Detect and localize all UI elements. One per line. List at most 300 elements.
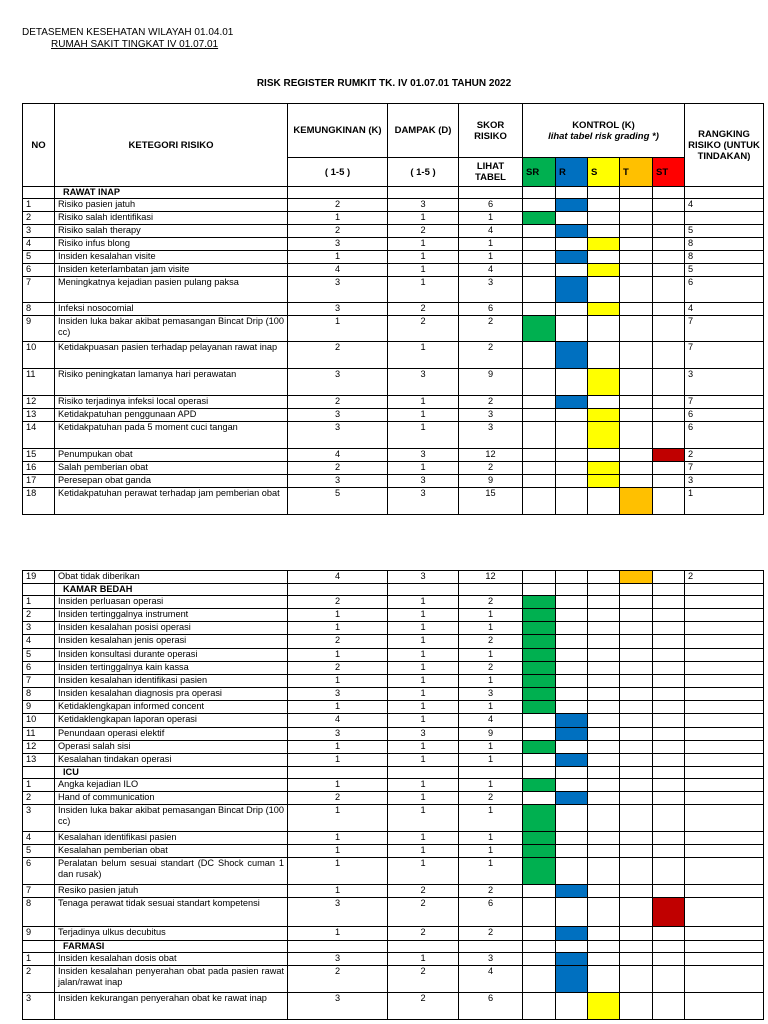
section-row	[23, 941, 764, 953]
empty-cell	[556, 767, 588, 779]
risk-category: Operasi salah sisi	[55, 741, 288, 754]
dampak-value: 1	[388, 342, 459, 369]
risk-no: 8	[23, 898, 55, 927]
skor-value: 1	[459, 675, 523, 688]
risk-no: 4	[23, 238, 55, 251]
rank-value	[685, 701, 764, 714]
grade-cell-r	[556, 993, 588, 1020]
kemungkinan-range: ( 1-5 )	[288, 158, 388, 187]
risk-no: 6	[23, 264, 55, 277]
empty-cell	[556, 584, 588, 596]
risk-no: 19	[23, 571, 55, 584]
section-title: ICU	[55, 767, 288, 779]
grade-cell-st	[653, 832, 685, 845]
grade-cell-t	[620, 728, 653, 741]
grade-cell-s	[588, 885, 620, 898]
grade-cell-r	[556, 609, 588, 622]
skor-value: 1	[459, 741, 523, 754]
risk-row	[23, 225, 764, 238]
grade-cell-t	[620, 832, 653, 845]
skor-value: 4	[459, 966, 523, 993]
grade-cell-s	[588, 212, 620, 225]
risk-no: 3	[23, 622, 55, 635]
rank-value: 8	[685, 238, 764, 251]
grade-cell-t	[620, 927, 653, 941]
grade-cell-r	[556, 779, 588, 792]
grade-cell-sr	[523, 475, 556, 488]
rank-value	[685, 714, 764, 728]
skor-value: 2	[459, 596, 523, 609]
skor-value: 4	[459, 225, 523, 238]
grade-cell-sr	[523, 779, 556, 792]
risk-register-table-2	[22, 570, 764, 1020]
grade-cell-s	[588, 792, 620, 805]
skor-value: 2	[459, 885, 523, 898]
grade-cell-s	[588, 264, 620, 277]
risk-category: Angka kejadian ILO	[55, 779, 288, 792]
section-title: FARMASI	[55, 941, 288, 953]
kemungkinan-value: 4	[288, 714, 388, 728]
grade-cell-r	[556, 462, 588, 475]
risk-no: 2	[23, 792, 55, 805]
risk-row	[23, 264, 764, 277]
grade-cell-r	[556, 449, 588, 462]
risk-category: Hand of communication	[55, 792, 288, 805]
rank-value	[685, 858, 764, 885]
risk-category: Insiden tertinggalnya kain kassa	[55, 662, 288, 675]
rank-value: 3	[685, 475, 764, 488]
grade-cell-s	[588, 927, 620, 941]
empty-cell	[23, 941, 55, 953]
risk-row	[23, 792, 764, 805]
grade-cell-t	[620, 741, 653, 754]
risk-no: 1	[23, 953, 55, 966]
grade-cell-t	[620, 714, 653, 728]
kemungkinan-value: 1	[288, 805, 388, 832]
risk-row	[23, 316, 764, 342]
dampak-value: 1	[388, 805, 459, 832]
kemungkinan-value: 3	[288, 688, 388, 701]
grade-cell-s	[588, 225, 620, 238]
grade-cell-st	[653, 369, 685, 396]
dampak-value: 1	[388, 754, 459, 767]
grade-cell-st	[653, 845, 685, 858]
dampak-value: 1	[388, 858, 459, 885]
rank-value	[685, 662, 764, 675]
risk-row	[23, 649, 764, 662]
dampak-value: 1	[388, 845, 459, 858]
risk-category: Ketidakpuasan pasien terhadap pelayanan rawat inap	[55, 342, 288, 369]
risk-category: Terjadinya ulkus decubitus	[55, 927, 288, 941]
dampak-value: 1	[388, 409, 459, 422]
dampak-value: 3	[388, 199, 459, 212]
grade-cell-sr	[523, 449, 556, 462]
kemungkinan-value: 2	[288, 662, 388, 675]
empty-cell	[388, 941, 459, 953]
kemungkinan-value: 3	[288, 422, 388, 449]
risk-no: 15	[23, 449, 55, 462]
risk-no: 1	[23, 199, 55, 212]
risk-no: 16	[23, 462, 55, 475]
skor-value: 9	[459, 369, 523, 396]
document-title: RISK REGISTER RUMKIT TK. IV 01.07.01 TAHUN 2022	[256, 78, 512, 89]
grade-cell-r	[556, 701, 588, 714]
empty-cell	[523, 584, 556, 596]
grade-cell-t	[620, 571, 653, 584]
kemungkinan-value: 3	[288, 409, 388, 422]
kemungkinan-value: 1	[288, 754, 388, 767]
dampak-value: 1	[388, 649, 459, 662]
dampak-value: 1	[388, 675, 459, 688]
risk-no: 5	[23, 845, 55, 858]
risk-category: Insiden tertinggalnya instrument	[55, 609, 288, 622]
skor-value: 6	[459, 993, 523, 1020]
risk-row	[23, 728, 764, 741]
empty-cell	[459, 767, 523, 779]
kemungkinan-value: 1	[288, 927, 388, 941]
grade-cell-st	[653, 622, 685, 635]
grade-cell-s	[588, 596, 620, 609]
skor-value: 4	[459, 714, 523, 728]
grade-cell-sr	[523, 858, 556, 885]
grade-cell-r	[556, 571, 588, 584]
rank-value: 3	[685, 369, 764, 396]
grade-cell-st	[653, 342, 685, 369]
risk-no: 13	[23, 754, 55, 767]
rank-value	[685, 845, 764, 858]
grade-cell-t	[620, 212, 653, 225]
risk-row	[23, 635, 764, 649]
skor-value: 6	[459, 303, 523, 316]
grade-cell-st	[653, 741, 685, 754]
risk-category: Peralatan belum sesuai standart (DC Shock cuman 1 dan rusak)	[55, 858, 288, 885]
grade-cell-s	[588, 805, 620, 832]
grade-cell-st	[653, 212, 685, 225]
grade-cell-sr	[523, 369, 556, 396]
col-header-no: NO	[23, 104, 55, 187]
empty-cell	[588, 584, 620, 596]
grade-cell-t	[620, 409, 653, 422]
skor-value: 12	[459, 449, 523, 462]
risk-row	[23, 714, 764, 728]
grade-cell-t	[620, 251, 653, 264]
skor-value: 1	[459, 845, 523, 858]
risk-no: 2	[23, 966, 55, 993]
grade-cell-sr	[523, 927, 556, 941]
grade-cell-st	[653, 596, 685, 609]
skor-value: 12	[459, 571, 523, 584]
empty-cell	[523, 767, 556, 779]
risk-row	[23, 662, 764, 675]
rank-value	[685, 741, 764, 754]
grade-cell-r	[556, 885, 588, 898]
grade-cell-t	[620, 199, 653, 212]
dampak-value: 1	[388, 792, 459, 805]
grade-cell-st	[653, 635, 685, 649]
skor-value: 3	[459, 953, 523, 966]
rank-value	[685, 754, 764, 767]
grade-cell-s	[588, 409, 620, 422]
dampak-value: 1	[388, 596, 459, 609]
risk-row	[23, 622, 764, 635]
grade-cell-s	[588, 953, 620, 966]
grade-cell-r	[556, 212, 588, 225]
grade-cell-st	[653, 422, 685, 449]
skor-value: 1	[459, 212, 523, 225]
grade-cell-st	[653, 728, 685, 741]
kemungkinan-value: 1	[288, 675, 388, 688]
kemungkinan-value: 3	[288, 303, 388, 316]
grade-cell-st	[653, 779, 685, 792]
kemungkinan-value: 3	[288, 277, 388, 303]
risk-row	[23, 369, 764, 396]
grade-cell-sr	[523, 966, 556, 993]
skor-value: 1	[459, 622, 523, 635]
kemungkinan-value: 1	[288, 832, 388, 845]
empty-cell	[588, 187, 620, 199]
kemungkinan-value: 2	[288, 199, 388, 212]
risk-no: 9	[23, 701, 55, 714]
grade-cell-sr	[523, 609, 556, 622]
dampak-value: 2	[388, 316, 459, 342]
risk-row	[23, 675, 764, 688]
rank-value	[685, 805, 764, 832]
risk-category: Ketidaklengkapan informed concent	[55, 701, 288, 714]
kemungkinan-value: 3	[288, 728, 388, 741]
empty-cell	[288, 187, 388, 199]
grade-cell-s	[588, 714, 620, 728]
grade-header-s: S	[588, 158, 620, 187]
skor-value: 4	[459, 264, 523, 277]
grade-cell-r	[556, 199, 588, 212]
skor-value: 1	[459, 832, 523, 845]
dampak-value: 3	[388, 488, 459, 515]
kemungkinan-value: 1	[288, 885, 388, 898]
skor-value: 9	[459, 475, 523, 488]
risk-category: Insiden keterlambatan jam visite	[55, 264, 288, 277]
risk-no: 7	[23, 675, 55, 688]
rank-value	[685, 688, 764, 701]
grade-cell-r	[556, 251, 588, 264]
grade-cell-t	[620, 993, 653, 1020]
risk-row	[23, 212, 764, 225]
risk-row	[23, 805, 764, 832]
rank-value	[685, 779, 764, 792]
header-unit-name: DETASEMEN KESEHATAN WILAYAH 01.04.01	[22, 27, 234, 38]
dampak-value: 3	[388, 369, 459, 396]
kemungkinan-value: 2	[288, 966, 388, 993]
grade-cell-st	[653, 488, 685, 515]
grade-cell-sr	[523, 953, 556, 966]
empty-cell	[653, 767, 685, 779]
kemungkinan-value: 2	[288, 225, 388, 238]
grade-cell-sr	[523, 264, 556, 277]
grade-cell-sr	[523, 649, 556, 662]
rank-value: 2	[685, 449, 764, 462]
skor-value: 1	[459, 609, 523, 622]
grade-header-st: ST	[653, 158, 685, 187]
risk-category: Ketidakpatuhan penggunaan APD	[55, 409, 288, 422]
skor-value: 2	[459, 342, 523, 369]
grade-cell-r	[556, 953, 588, 966]
grade-cell-t	[620, 885, 653, 898]
dampak-value: 1	[388, 779, 459, 792]
grade-cell-s	[588, 316, 620, 342]
grade-cell-st	[653, 409, 685, 422]
rank-value: 7	[685, 462, 764, 475]
grade-cell-s	[588, 303, 620, 316]
risk-row	[23, 845, 764, 858]
rank-value	[685, 596, 764, 609]
grade-cell-t	[620, 225, 653, 238]
grade-cell-st	[653, 316, 685, 342]
risk-no: 8	[23, 688, 55, 701]
col-header-kategori: KETEGORI RISIKO	[55, 104, 288, 187]
grade-cell-r	[556, 622, 588, 635]
kemungkinan-value: 1	[288, 212, 388, 225]
risk-row	[23, 251, 764, 264]
risk-row	[23, 303, 764, 316]
grade-cell-t	[620, 238, 653, 251]
risk-row	[23, 953, 764, 966]
grade-cell-st	[653, 251, 685, 264]
grade-header-r: R	[556, 158, 588, 187]
skor-value: 1	[459, 858, 523, 885]
risk-row	[23, 409, 764, 422]
dampak-value: 1	[388, 741, 459, 754]
risk-no: 5	[23, 251, 55, 264]
grade-cell-st	[653, 953, 685, 966]
grade-cell-s	[588, 571, 620, 584]
risk-category: Risiko salah identifikasi	[55, 212, 288, 225]
dampak-value: 1	[388, 422, 459, 449]
risk-row	[23, 993, 764, 1020]
rank-value	[685, 953, 764, 966]
risk-category: Insiden kesalahan jenis operasi	[55, 635, 288, 649]
skor-value: 1	[459, 754, 523, 767]
risk-category: Ketidakpatuhan perawat terhadap jam pemberian obat	[55, 488, 288, 515]
dampak-value: 2	[388, 303, 459, 316]
grade-cell-s	[588, 662, 620, 675]
grade-cell-s	[588, 779, 620, 792]
grade-cell-sr	[523, 675, 556, 688]
kemungkinan-value: 1	[288, 858, 388, 885]
kemungkinan-value: 1	[288, 845, 388, 858]
risk-category: Risiko terjadinya infeksi local operasi	[55, 396, 288, 409]
kemungkinan-value: 1	[288, 649, 388, 662]
empty-cell	[23, 584, 55, 596]
kemungkinan-value: 3	[288, 898, 388, 927]
empty-cell	[685, 941, 764, 953]
table-1-body	[23, 187, 764, 515]
risk-no: 17	[23, 475, 55, 488]
dampak-value: 3	[388, 571, 459, 584]
kemungkinan-value: 3	[288, 238, 388, 251]
skor-value: 3	[459, 688, 523, 701]
empty-cell	[23, 767, 55, 779]
grade-cell-st	[653, 609, 685, 622]
grade-cell-s	[588, 251, 620, 264]
grade-cell-st	[653, 225, 685, 238]
grade-cell-s	[588, 396, 620, 409]
risk-category: Infeksi nosocomial	[55, 303, 288, 316]
kemungkinan-value: 4	[288, 571, 388, 584]
grade-cell-sr	[523, 316, 556, 342]
grade-cell-st	[653, 858, 685, 885]
grade-cell-t	[620, 688, 653, 701]
grade-cell-st	[653, 475, 685, 488]
risk-row	[23, 342, 764, 369]
grade-cell-sr	[523, 805, 556, 832]
risk-category: Insiden kesalahan penyerahan obat pada pasien rawat jalan/rawat inap	[55, 966, 288, 993]
grade-cell-t	[620, 316, 653, 342]
grade-cell-sr	[523, 571, 556, 584]
col-header-dampak: DAMPAK (D)	[388, 104, 459, 158]
grade-cell-s	[588, 449, 620, 462]
risk-row	[23, 571, 764, 584]
risk-no: 10	[23, 342, 55, 369]
empty-cell	[288, 941, 388, 953]
dampak-value: 1	[388, 277, 459, 303]
empty-cell	[588, 767, 620, 779]
empty-cell	[620, 767, 653, 779]
grade-cell-st	[653, 264, 685, 277]
grade-cell-st	[653, 396, 685, 409]
kemungkinan-value: 1	[288, 251, 388, 264]
grade-cell-sr	[523, 462, 556, 475]
rank-value	[685, 728, 764, 741]
grade-cell-sr	[523, 898, 556, 927]
grade-cell-r	[556, 488, 588, 515]
grade-cell-t	[620, 845, 653, 858]
risk-category: Meningkatnya kejadian pasien pulang paksa	[55, 277, 288, 303]
risk-no: 9	[23, 316, 55, 342]
risk-row	[23, 199, 764, 212]
risk-category: Insiden perluasan operasi	[55, 596, 288, 609]
grade-cell-r	[556, 832, 588, 845]
grade-cell-r	[556, 409, 588, 422]
dampak-value: 2	[388, 927, 459, 941]
grade-cell-t	[620, 675, 653, 688]
rank-value: 5	[685, 264, 764, 277]
grade-cell-t	[620, 449, 653, 462]
grade-cell-st	[653, 277, 685, 303]
skor-value: 9	[459, 728, 523, 741]
col-header-skor: SKOR RISIKO	[459, 104, 523, 158]
grade-cell-sr	[523, 635, 556, 649]
risk-row	[23, 898, 764, 927]
grade-cell-st	[653, 449, 685, 462]
grade-cell-s	[588, 701, 620, 714]
risk-category: Insiden kekurangan penyerahan obat ke rawat inap	[55, 993, 288, 1020]
dampak-value: 1	[388, 688, 459, 701]
grade-cell-t	[620, 635, 653, 649]
risk-category: Kesalahan identifikasi pasien	[55, 832, 288, 845]
grade-cell-r	[556, 475, 588, 488]
skor-value: 2	[459, 396, 523, 409]
grade-cell-r	[556, 369, 588, 396]
dampak-value: 1	[388, 701, 459, 714]
grade-cell-sr	[523, 225, 556, 238]
kemungkinan-value: 3	[288, 953, 388, 966]
risk-no: 8	[23, 303, 55, 316]
risk-row	[23, 609, 764, 622]
grade-cell-st	[653, 303, 685, 316]
grade-cell-s	[588, 277, 620, 303]
kemungkinan-value: 2	[288, 596, 388, 609]
grade-cell-sr	[523, 688, 556, 701]
rank-value	[685, 927, 764, 941]
